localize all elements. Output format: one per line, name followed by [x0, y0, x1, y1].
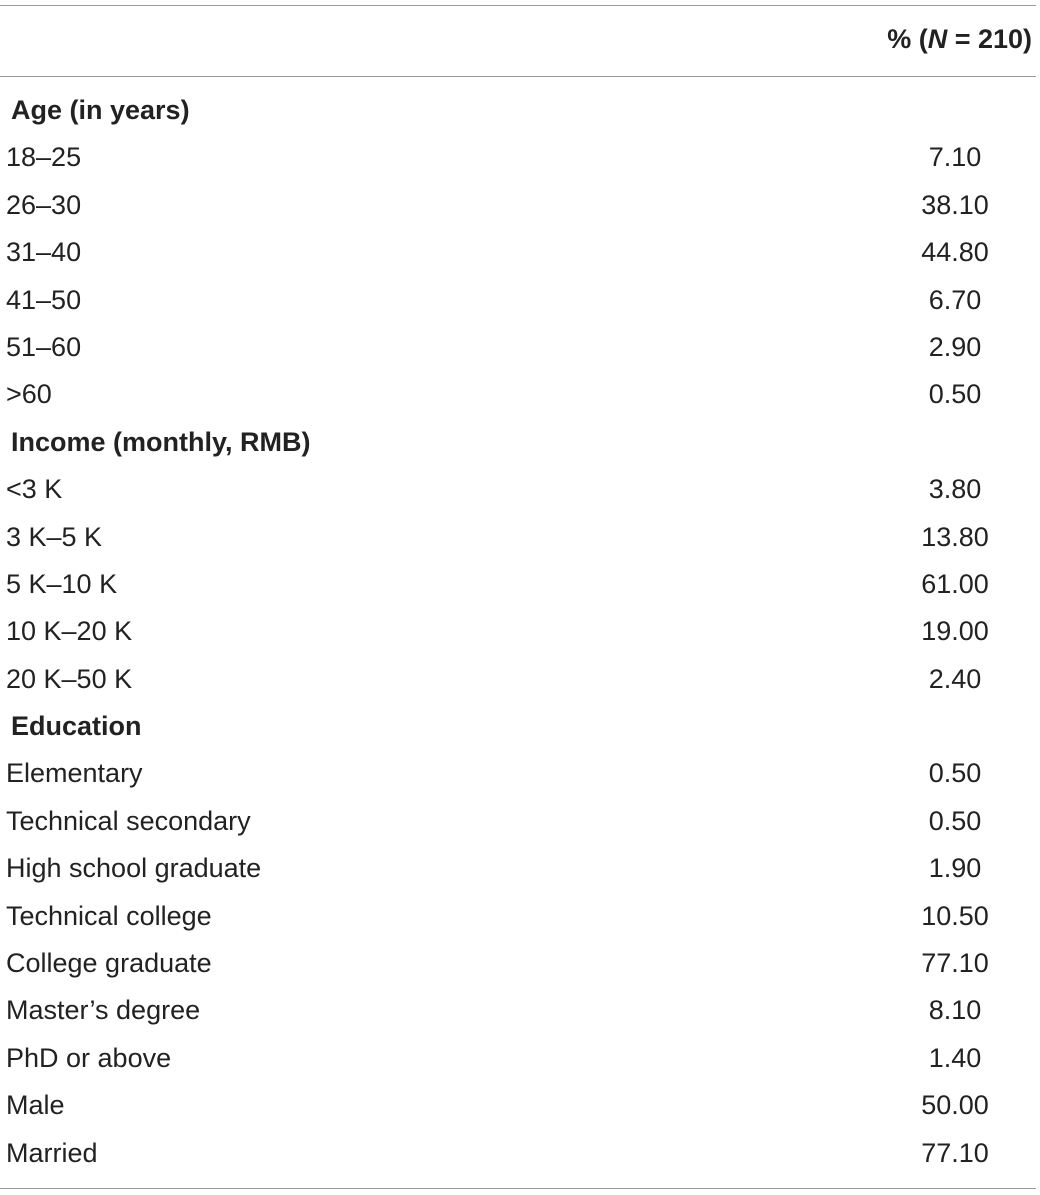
row-value: 2.40 — [928, 663, 982, 694]
table-row — [0, 184, 1036, 231]
table-row — [0, 1037, 1036, 1084]
row-label: 26–30 — [6, 189, 82, 220]
row-value: 50.00 — [921, 1090, 989, 1121]
row-value: 2.90 — [928, 331, 982, 362]
row-value: 3.80 — [928, 474, 982, 505]
row-label: High school graduate — [6, 853, 262, 884]
table-row — [0, 326, 1036, 373]
header-prefix: % ( — [887, 24, 928, 54]
row-label: Master’s degree — [6, 995, 201, 1026]
row-label: 51–60 — [6, 331, 82, 362]
row-label: College graduate — [6, 948, 212, 979]
section-heading-row — [0, 421, 1036, 468]
table-body — [0, 89, 1036, 1179]
row-label: 20 K–50 K — [6, 663, 133, 694]
row-label: <3 K — [6, 474, 63, 505]
row-value: 77.10 — [921, 1137, 989, 1168]
table-row — [0, 610, 1036, 657]
row-label: >60 — [6, 379, 52, 410]
table-row — [0, 989, 1036, 1036]
header-n-symbol: N — [927, 24, 948, 54]
section-heading-row — [0, 705, 1036, 752]
table-row — [0, 516, 1036, 563]
table-row — [0, 468, 1036, 515]
table-row — [0, 895, 1036, 942]
row-label: Technical secondary — [6, 805, 251, 836]
row-value: 0.50 — [928, 379, 982, 410]
section-heading: Education — [11, 711, 142, 742]
row-value: 1.40 — [928, 1042, 982, 1073]
row-label: Technical college — [6, 900, 212, 931]
row-label: Male — [6, 1090, 65, 1121]
table-row — [0, 373, 1036, 420]
row-value: 0.50 — [928, 758, 982, 789]
table-row — [0, 942, 1036, 989]
table-row — [0, 563, 1036, 610]
row-label: 31–40 — [6, 237, 82, 268]
table-row — [0, 279, 1036, 326]
row-label: Elementary — [6, 758, 143, 789]
table-row — [0, 752, 1036, 799]
table-row — [0, 136, 1036, 183]
row-value: 6.70 — [928, 284, 982, 315]
row-value: 38.10 — [921, 189, 989, 220]
row-value: 0.50 — [928, 805, 982, 836]
table-row — [0, 1132, 1036, 1179]
section-heading-row — [0, 89, 1036, 136]
section-heading: Age (in years) — [11, 95, 190, 125]
row-value: 1.90 — [928, 853, 982, 884]
table-bottom-rule — [0, 1188, 1036, 1189]
section-heading: Income (monthly, RMB) — [11, 426, 311, 457]
header-suffix: = 210) — [947, 24, 1032, 54]
column-header-percent — [887, 24, 1032, 55]
table-header-rule — [0, 76, 1036, 77]
row-label: 41–50 — [6, 284, 82, 315]
table-top-rule — [0, 5, 1036, 6]
row-value: 8.10 — [928, 995, 982, 1026]
row-label: PhD or above — [6, 1042, 172, 1073]
row-value: 10.50 — [921, 900, 989, 931]
row-value: 19.00 — [921, 616, 989, 647]
row-value: 61.00 — [921, 568, 989, 599]
row-value: 44.80 — [921, 237, 989, 268]
table-row — [0, 1084, 1036, 1131]
row-label: 10 K–20 K — [6, 616, 133, 647]
row-label: 3 K–5 K — [6, 521, 103, 552]
table-row — [0, 658, 1036, 705]
row-label: 5 K–10 K — [6, 568, 118, 599]
table-row — [0, 800, 1036, 847]
table-row — [0, 847, 1036, 894]
row-value: 13.80 — [921, 521, 989, 552]
row-value: 7.10 — [928, 142, 982, 173]
row-label: 18–25 — [6, 142, 82, 173]
table-row — [0, 231, 1036, 278]
row-value: 77.10 — [921, 948, 989, 979]
row-label: Married — [6, 1137, 98, 1168]
